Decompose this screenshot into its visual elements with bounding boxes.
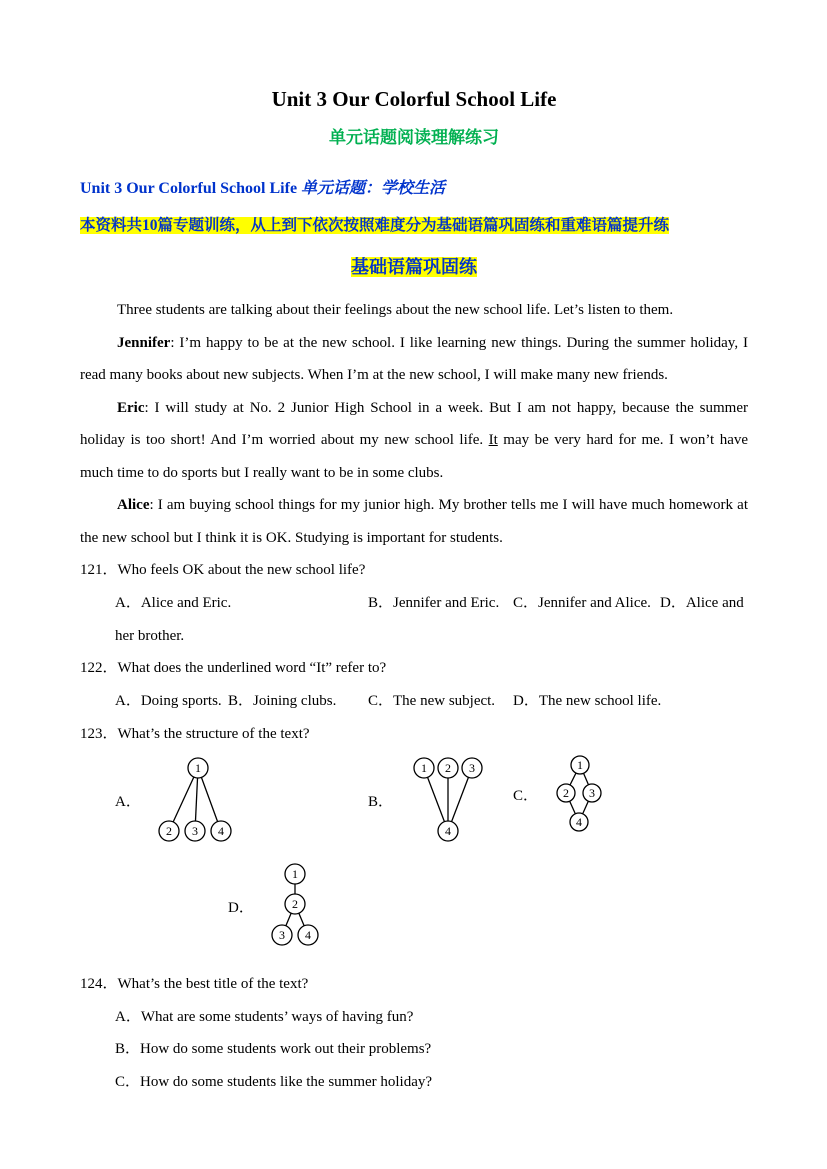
q122-option-b: B．Joining clubs.	[228, 692, 337, 709]
q121-option-b: B．Jennifer and Eric.	[368, 594, 500, 611]
node-label: 4	[445, 824, 452, 838]
q123-option-a-label: A．	[115, 793, 141, 810]
unit-heading-chinese: 单元话题：学校生活	[301, 180, 446, 197]
question-123	[80, 718, 748, 751]
question-121-number: 121．	[80, 562, 118, 578]
node-label: 4	[217, 824, 224, 838]
question-123-diagram-row-d	[80, 862, 748, 964]
passage-paragraph-jennifer	[80, 327, 748, 392]
node-label: 3	[589, 786, 596, 800]
q123-option-d-label: D．	[228, 899, 254, 916]
q121-option-c: C．Jennifer and Alice.	[513, 594, 651, 611]
q122-option-c: C．The new subject.	[368, 692, 496, 709]
q124-option-b: B．How do some students work out their problems?	[115, 1041, 432, 1057]
eric-text-before: : I will study at No. 2 Junior High School in a week. But I am not happy, because the summer holiday is too short! And I’m worried about my new school life.	[80, 399, 748, 448]
node-label: 4	[304, 928, 311, 942]
notice-text: 本资料共10篇专题训练，从上到下依次按照难度分为基础语篇巩固练和重难语篇提升练	[80, 217, 670, 234]
q123-option-a-group	[115, 754, 246, 846]
document-subtitle: 单元话题阅读理解练习	[329, 128, 499, 147]
node-label: 1	[421, 761, 428, 775]
question-122-number: 122．	[80, 660, 118, 676]
node-label: 3	[191, 824, 198, 838]
notice-line	[80, 214, 748, 238]
question-121	[80, 554, 748, 587]
speaker-name-jennifer: Jennifer	[117, 334, 171, 351]
node-label: 2	[563, 786, 570, 800]
q121-option-d-continued: her brother.	[115, 627, 185, 644]
q123-option-c-group	[513, 754, 612, 834]
q123-option-b-group	[368, 754, 498, 846]
section-title-line	[80, 254, 748, 282]
question-121-options	[80, 587, 748, 620]
node-label: 2	[445, 761, 452, 775]
jennifer-text: : I’m happy to be at the new school. I like learning new things. During the summer holiday, I read many books about new subjects. When I’m at the new school, I will make many new friends.	[80, 334, 748, 383]
q122-option-a: A．Doing sports.	[115, 692, 222, 709]
structure-diagram-d	[264, 862, 328, 950]
q121-option-d: D．Alice and	[660, 594, 744, 611]
question-124	[80, 968, 748, 1001]
question-121-text: Who feels OK about the new school life?	[117, 562, 366, 578]
node-label: 3	[469, 761, 476, 775]
question-123-text: What’s the structure of the text?	[117, 725, 310, 742]
q123-option-b-label: B．	[368, 793, 394, 810]
q123-option-d-group	[228, 862, 328, 950]
q123-option-c-label: C．	[513, 787, 539, 804]
document-title: Unit 3 Our Colorful School Life	[271, 87, 557, 111]
question-123-diagram-row	[80, 754, 748, 860]
speaker-name-alice: Alice	[117, 497, 150, 513]
q124-option-a: A．What are some students’ ways of having fun?	[115, 1008, 414, 1025]
question-123-number: 123．	[80, 725, 118, 742]
eric-text-after: may be very hard for me. I won’t have much time to do sports but I really want to be in some clubs.	[80, 432, 749, 481]
passage-intro: Three students are talking about their feelings about the new school life. Let’s listen to them.	[117, 302, 674, 318]
q124-option-c: C．How do some students like the summer holiday?	[115, 1073, 433, 1090]
passage-paragraph-eric	[80, 392, 748, 490]
eric-underlined-word: It	[488, 432, 498, 448]
question-124-number: 124．	[80, 976, 118, 992]
speaker-name-eric: Eric	[117, 399, 145, 416]
structure-diagram-c	[548, 754, 612, 834]
structure-diagram-a	[151, 754, 246, 846]
unit-heading-english: Unit 3 Our Colorful School Life	[80, 180, 298, 197]
node-label: 2	[291, 897, 298, 911]
alice-text: : I am buying school things for my junior high. My brother tells me I will have much homework at the new school but I think it is OK. Studying is important for students.	[80, 497, 748, 546]
q121-option-a: A．Alice and Eric.	[115, 594, 232, 611]
question-122-text: What does the underlined word “It” refer to?	[117, 660, 387, 676]
section-title: 基础语篇巩固练	[351, 257, 477, 277]
node-label: 2	[165, 824, 172, 838]
node-label: 1	[291, 867, 298, 881]
passage-paragraph-alice	[80, 489, 748, 554]
unit-heading	[80, 178, 748, 200]
question-122	[80, 652, 748, 685]
node-label: 4	[576, 815, 583, 829]
structure-diagram-b	[403, 754, 498, 846]
node-label: 3	[278, 928, 285, 942]
q122-option-d: D．The new school life.	[513, 692, 662, 709]
question-122-options	[80, 685, 748, 718]
document-content	[80, 86, 748, 1098]
node-label: 1	[194, 761, 201, 775]
node-label: 1	[577, 758, 584, 772]
question-124-text: What’s the best title of the text?	[117, 976, 309, 992]
